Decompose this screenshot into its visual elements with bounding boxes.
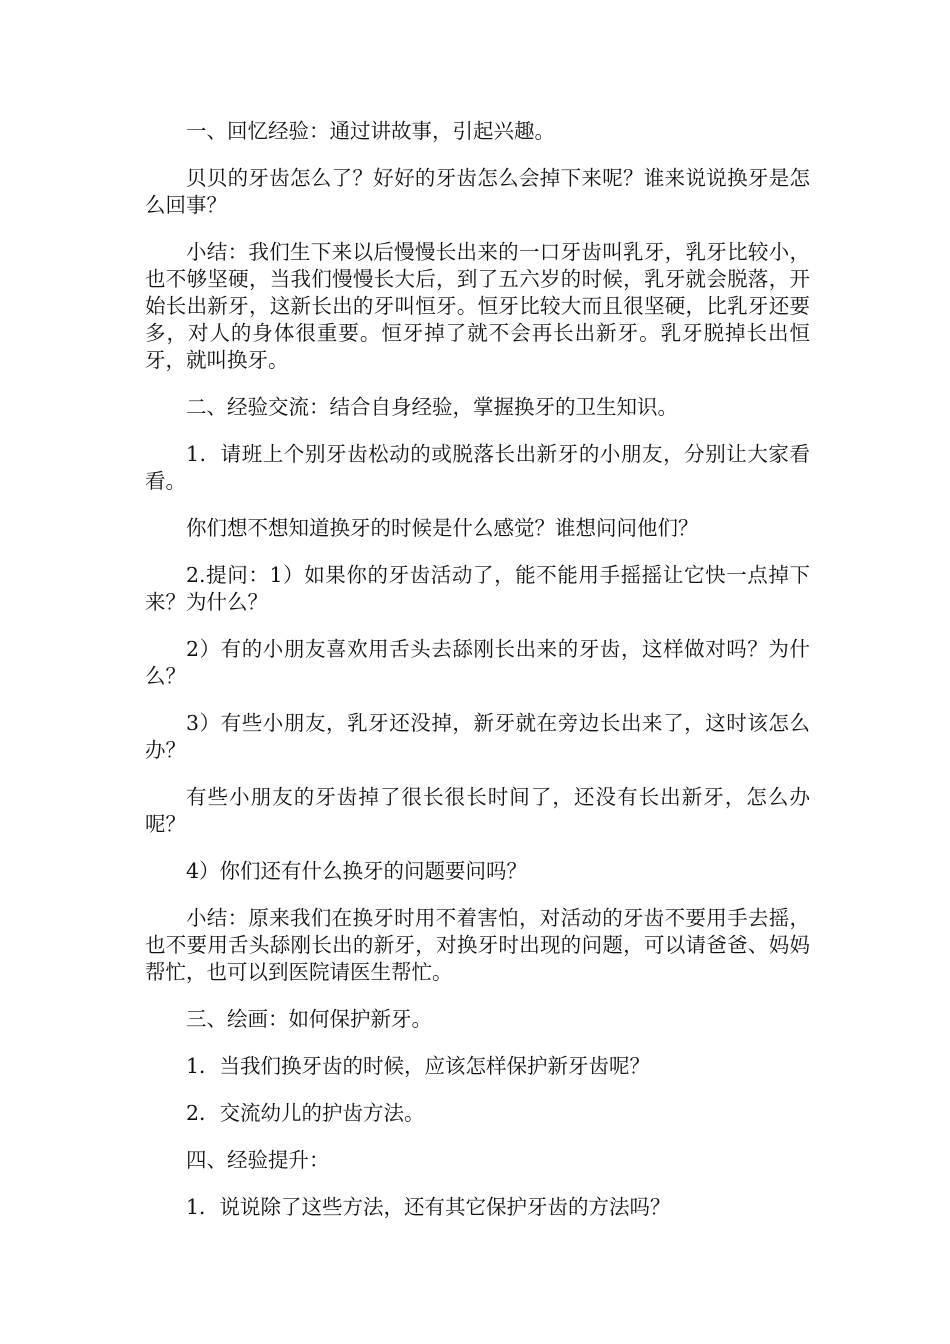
- heading-section-1: 一、回忆经验：通过讲故事，引起兴趣。: [186, 119, 555, 143]
- list-item-3-2: 2．交流幼儿的护齿方法。: [186, 1101, 425, 1125]
- list-item-2-2: 2.提问：1）如果你的牙齿活动了，能不能用手摇摇让它快一点掉下来？为什么？: [145, 563, 810, 614]
- list-item-3-1: 1．当我们换牙齿的时候，应该怎样保护新牙齿呢？: [186, 1054, 651, 1078]
- list-item-2-1: 1．请班上个别牙齿松动的或脱落长出新牙的小朋友，分别让大家看看。: [145, 442, 810, 493]
- paragraph-summary-1: 小结：我们生下来以后慢慢长出来的一口牙齿叫乳牙，乳牙比较小，也不够坚硬，当我们慢慢长大后，到了五六岁的时候，乳牙就会脱落，开始长出新牙，这新长出的牙叫恒牙。恒牙比较大而且很坚硬，比乳牙还要多，对人的身体很重要。恒牙掉了就不会再长出新牙。乳牙脱掉长出恒牙，就叫换牙。: [145, 240, 810, 372]
- sub-question-2: 2）有的小朋友喜欢用舌头去舔刚长出来的牙齿，这样做对吗？为什么？: [145, 637, 810, 688]
- heading-section-3: 三、绘画：如何保护新牙。: [186, 1007, 432, 1031]
- list-item-4-1: 1．说说除了这些方法，还有其它保护牙齿的方法吗？: [186, 1195, 671, 1219]
- paragraph-feeling-question: 你们想不想知道换牙的时候是什么感觉？谁想问问他们？: [186, 516, 699, 540]
- paragraph-question: 贝贝的牙齿怎么了？好好的牙齿怎么会掉下来呢？谁来说说换牙是怎么回事？: [145, 166, 810, 217]
- sub-question-4: 4）你们还有什么换牙的问题要问吗？: [186, 859, 528, 883]
- paragraph-summary-2: 小结：原来我们在换牙时用不着害怕，对活动的牙齿不要用手去摇，也不要用舌头舔刚长出的新牙，对换牙时出现的问题，可以请爸爸、妈妈帮忙，也可以到医院请医生帮忙。: [145, 906, 810, 984]
- heading-section-4: 四、经验提升：: [186, 1148, 330, 1172]
- paragraph-missing-teeth: 有些小朋友的牙齿掉了很长很长时间了，还没有长出新牙，怎么办呢？: [145, 785, 810, 836]
- heading-section-2: 二、经验交流：结合自身经验，掌握换牙的卫生知识。: [186, 395, 678, 419]
- document-body: [145, 118, 810, 1241]
- sub-question-3: 3）有些小朋友，乳牙还没掉，新牙就在旁边长出来了，这时该怎么办？: [145, 711, 810, 762]
